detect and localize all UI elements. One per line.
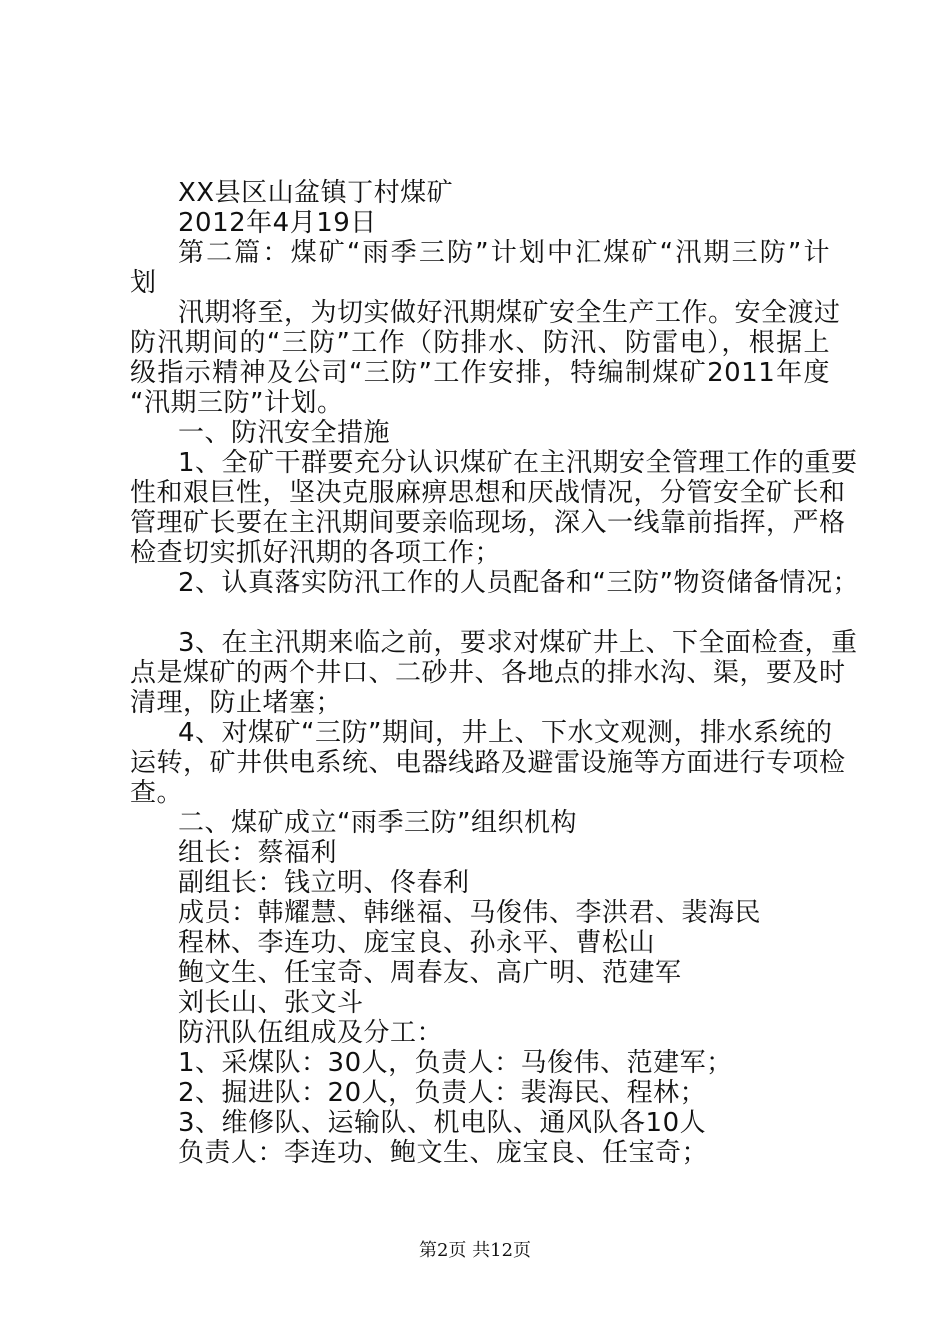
text-line: 管理矿长要在主汛期间要亲临现场，深入一线靠前指挥，严格 xyxy=(130,508,846,538)
text-line: 成员：韩耀慧、韩继福、马俊伟、李洪君、裴海民 xyxy=(178,898,762,928)
text-line: 划 xyxy=(130,268,157,298)
text-line: XX县区山盆镇丁村煤矿 xyxy=(178,178,454,208)
text-line: 检查切实抓好汛期的各项工作； xyxy=(130,538,502,568)
page-number: 第2页 共12页 xyxy=(418,1240,532,1261)
text-line: 1、全矿干群要充分认识煤矿在主汛期安全管理工作的重要 xyxy=(178,448,858,478)
text-line: 副组长：钱立明、佟春利 xyxy=(178,868,470,898)
text-line: 负责人：李连功、鲍文生、庞宝良、任宝奇； xyxy=(178,1138,709,1168)
text-line: 1、采煤队：30人，负责人：马俊伟、范建军； xyxy=(178,1048,733,1078)
text-line: 防汛期间的“三防”工作（防排水、防汛、防雷电），根据上 xyxy=(130,328,830,358)
text-line: 2、认真落实防汛工作的人员配备和“三防”物资储备情况； xyxy=(178,568,859,598)
text-line: 查。 xyxy=(130,778,184,808)
text-line: 3、在主汛期来临之前，要求对煤矿井上、下全面检查，重 xyxy=(178,628,858,658)
text-line: 3、维修队、运输队、机电队、通风队各10人 xyxy=(178,1108,707,1138)
text-line: 点是煤矿的两个井口、二砂井、各地点的排水沟、渠，要及时 xyxy=(130,658,846,688)
text-line: “汛期三防”计划。 xyxy=(130,388,344,418)
text-line: 性和艰巨性，坚决克服麻痹思想和厌战情况，分管安全矿长和 xyxy=(130,478,846,508)
text-line: 防汛队伍组成及分工： xyxy=(178,1018,444,1048)
section-heading: 第二篇：煤矿“雨季三防”计划中汇煤矿“汛期三防”计 xyxy=(178,238,830,268)
text-line: 清理，防止堵塞； xyxy=(130,688,343,718)
text-line: 汛期将至，为切实做好汛期煤矿安全生产工作。安全渡过 xyxy=(178,298,841,328)
text-line: 运转，矿井供电系统、电器线路及避雷设施等方面进行专项检 xyxy=(130,748,846,778)
text-line: 4、对煤矿“三防”期间，井上、下水文观测，排水系统的 xyxy=(178,718,833,748)
text-line: 2012年4月19日 xyxy=(178,208,377,238)
section-heading: 一、防汛安全措施 xyxy=(178,418,391,448)
section-heading: 二、煤矿成立“雨季三防”组织机构 xyxy=(178,808,577,838)
text-line: 程林、李连功、庞宝良、孙永平、曹松山 xyxy=(178,928,656,958)
text-line: 鲍文生、任宝奇、周春友、高广明、范建军 xyxy=(178,958,682,988)
text-line: 刘长山、张文斗 xyxy=(178,988,364,1018)
text-line: 2、掘进队：20人，负责人：裴海民、程林； xyxy=(178,1078,707,1108)
text-line: 级指示精神及公司“三防”工作安排，特编制煤矿2011年度 xyxy=(130,358,830,388)
text-line: 组长：蔡福利 xyxy=(178,838,338,868)
